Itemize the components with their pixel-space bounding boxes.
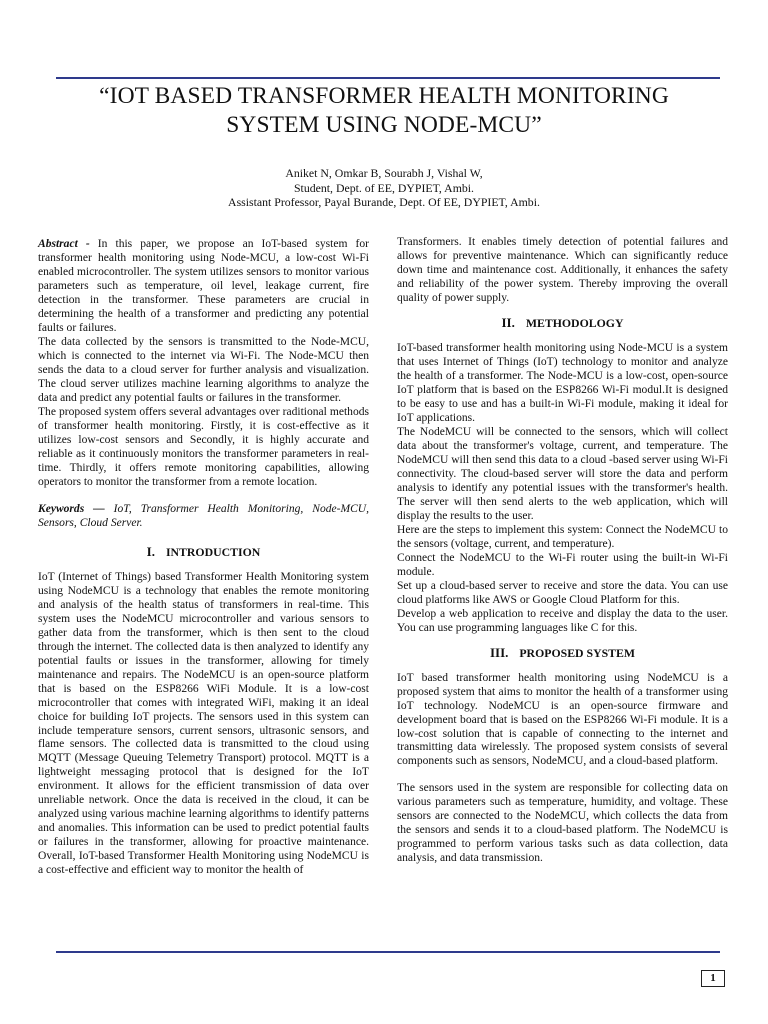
section-heading-proposed-system xyxy=(397,646,728,660)
title-line-1: “IOT BASED TRANSFORMER HEALTH MONITORING xyxy=(99,83,669,109)
abstract-label: Abstract - xyxy=(38,238,90,250)
section-title: INTRODUCTION xyxy=(165,544,261,559)
top-rule xyxy=(56,77,720,79)
methodology-paragraph-2: The NodeMCU will be connected to the sensors, which will collect data about the transformer's voltage, current, and temperature. The NodeMCU will then send this data to a cloud -based server using Wi-Fi connectivity. The cloud-based server will store the data and perform analysis to identify any potential issues with the transformer's health. The server will then send alerts to the web application, which will display the results to the user. xyxy=(397,425,728,522)
author-block xyxy=(40,166,728,210)
right-column xyxy=(397,236,728,866)
methodology-paragraph-4: Connect the NodeMCU to the Wi-Fi router using the built-in Wi-Fi module. xyxy=(397,551,728,578)
section-number: III. xyxy=(489,644,509,660)
left-column xyxy=(38,238,369,878)
introduction-paragraph-1: IoT (Internet of Things) based Transformer Health Monitoring system using NodeMCU is a technology that enables the remote monitoring and analysis of the health status of transformers in real-time. This system uses the NodeMCU microcontroller and various sensors to gather data from the transformer, which is then sent to the cloud through the internet. The collected data is then analyzed to identify any potential faults or issues in the transformer, allowing for timely maintenance and repairs. The NodeMCU is an open-source platform that is based on the ESP8266 WiFi Module. It is a low-cost microcontroller that comes with integrated WiFi, making it an ideal choice for building IoT projects. The sensors used in this system can include temperature sensors, current sensors, ultrasonic sensors, and flame sensors. The collected data is transmitted to the cloud using MQTT (Message Queuing Telemetry Transport) protocol. MQTT is a lightweight messaging protocol that is designed for the IoT environment. It allows for the efficient transmission of data over unreliable network. Once the data is received in the cloud, it can be analyzed using various machine learning algorithms to identify patterns and anomalies. This information can be used to predict potential faults or failures in the transformer, allowing for proactive maintenance. Overall, IoT-based Transformer Health Monitoring using NodeMCU is a cost-effective and efficient way to monitor the health of xyxy=(38,570,369,877)
abstract-paragraph-1 xyxy=(38,238,369,336)
abstract-paragraph-2: The data collected by the sensors is transmitted to the Node-MCU, which is connected to the internet via Wi-Fi. The Node-MCU then sends the data to a cloud server for further analysis and visualization. The cloud server utilizes machine learning algorithms to analyze the data and predict any potential faults or failures in the transformer. xyxy=(38,335,369,404)
page-number: 1 xyxy=(701,970,725,987)
section-heading-introduction xyxy=(38,545,369,559)
section-heading-methodology xyxy=(397,316,728,330)
author-advisor: Assistant Professor, Payal Burande, Dept. Of EE, DYPIET, Ambi. xyxy=(228,195,540,210)
bottom-rule xyxy=(56,951,720,953)
introduction-paragraph-1-continued: Transformers. It enables timely detection of potential failures and allows for preventive maintenance. Which can significantly reduce down time and maintenance cost. Additionally, it enhances the safety and reliability of the power system. Thereby improving the overall quality of power supply. xyxy=(397,236,728,304)
author-affiliation: Student, Dept. of EE, DYPIET, Ambi. xyxy=(294,180,474,195)
section-title: METHODOLOGY xyxy=(525,315,624,330)
paper-title xyxy=(40,82,728,140)
keywords xyxy=(38,503,369,531)
section-number: II. xyxy=(501,314,515,330)
methodology-paragraph-6: Develop a web application to receive and display the data to the user. You can use programming languages like C for this. xyxy=(397,607,728,634)
title-line-2: SYSTEM USING NODE-MCU” xyxy=(226,112,542,138)
proposed-paragraph-2: The sensors used in the system are responsible for collecting data on various parameters such as temperature, humidity, and voltage. These sensors are connected to the NodeMCU, which collects the data from the sensors and sends it to a cloud-based platform. The NodeMCU is programmed to perform various tasks such as data collection, data analysis, and data transmission. xyxy=(397,782,728,865)
keywords-label: Keywords — xyxy=(38,502,105,515)
proposed-paragraph-1: IoT based transformer health monitoring using NodeMCU is a proposed system that aims to monitor the health of a transformer using IoT technology. NodeMCU is an open-source firmware and development board that is based on the ESP8266 Wi-Fi module. It is a low-cost solution that is capable of connecting to the internet and transmitting data wirelessly. The proposed system consists of several components such as sensors, NodeMCU, and a cloud-based platform. xyxy=(397,671,728,768)
abstract-paragraph-3: The proposed system offers several advantages over raditional methods of transformer health monitoring. Firstly, it is cost-effective as it utilizes low-cost sensors and Secondly, it is highly accurate and reliable as it continuously monitors the transformer parameters in real-time. Thirdly, it offers remote monitoring capabilities, allowing operators to monitor the transformer from a remote location. xyxy=(38,405,369,488)
methodology-paragraph-1: IoT-based transformer health monitoring using Node-MCU is a system that uses Internet of Things (IoT) technology to monitor and analyze the health of a transformer. The Node-MCU is a low-cost, open-source IoT platform that is based on the ESP8266 Wi-Fi modul.It is designed to be easy to use and has a built-in Wi-Fi module, making it ideal for IoT applications. xyxy=(397,341,728,424)
methodology-paragraph-5: Set up a cloud-based server to receive and store the data. You can use cloud platforms like AWS or Google Cloud Platform for this. xyxy=(397,579,728,606)
section-title: PROPOSED SYSTEM xyxy=(519,645,636,660)
section-number: I. xyxy=(146,543,155,559)
abstract-text-1: In this paper, we propose an IoT-based system for transformer health monitoring using Node-MCU, a low-cost Wi-Fi enabled microcontroller. The system utilizes sensors to monitor various parameters such as temperature, oil level, leakage current, fire detection in the transformer. These parameters are crucial in determining the health of a transformer and predicting any potential faults or failures. xyxy=(38,238,370,334)
methodology-paragraph-3: Here are the steps to implement this system: Connect the NodeMCU to the sensors (voltage, current, and temperature). xyxy=(397,523,728,550)
author-names: Aniket N, Omkar B, Sourabh J, Vishal W, xyxy=(285,166,483,180)
keywords-text: IoT, Transformer Health Monitoring, Node-MCU, Sensors, Cloud Server. xyxy=(38,502,370,529)
